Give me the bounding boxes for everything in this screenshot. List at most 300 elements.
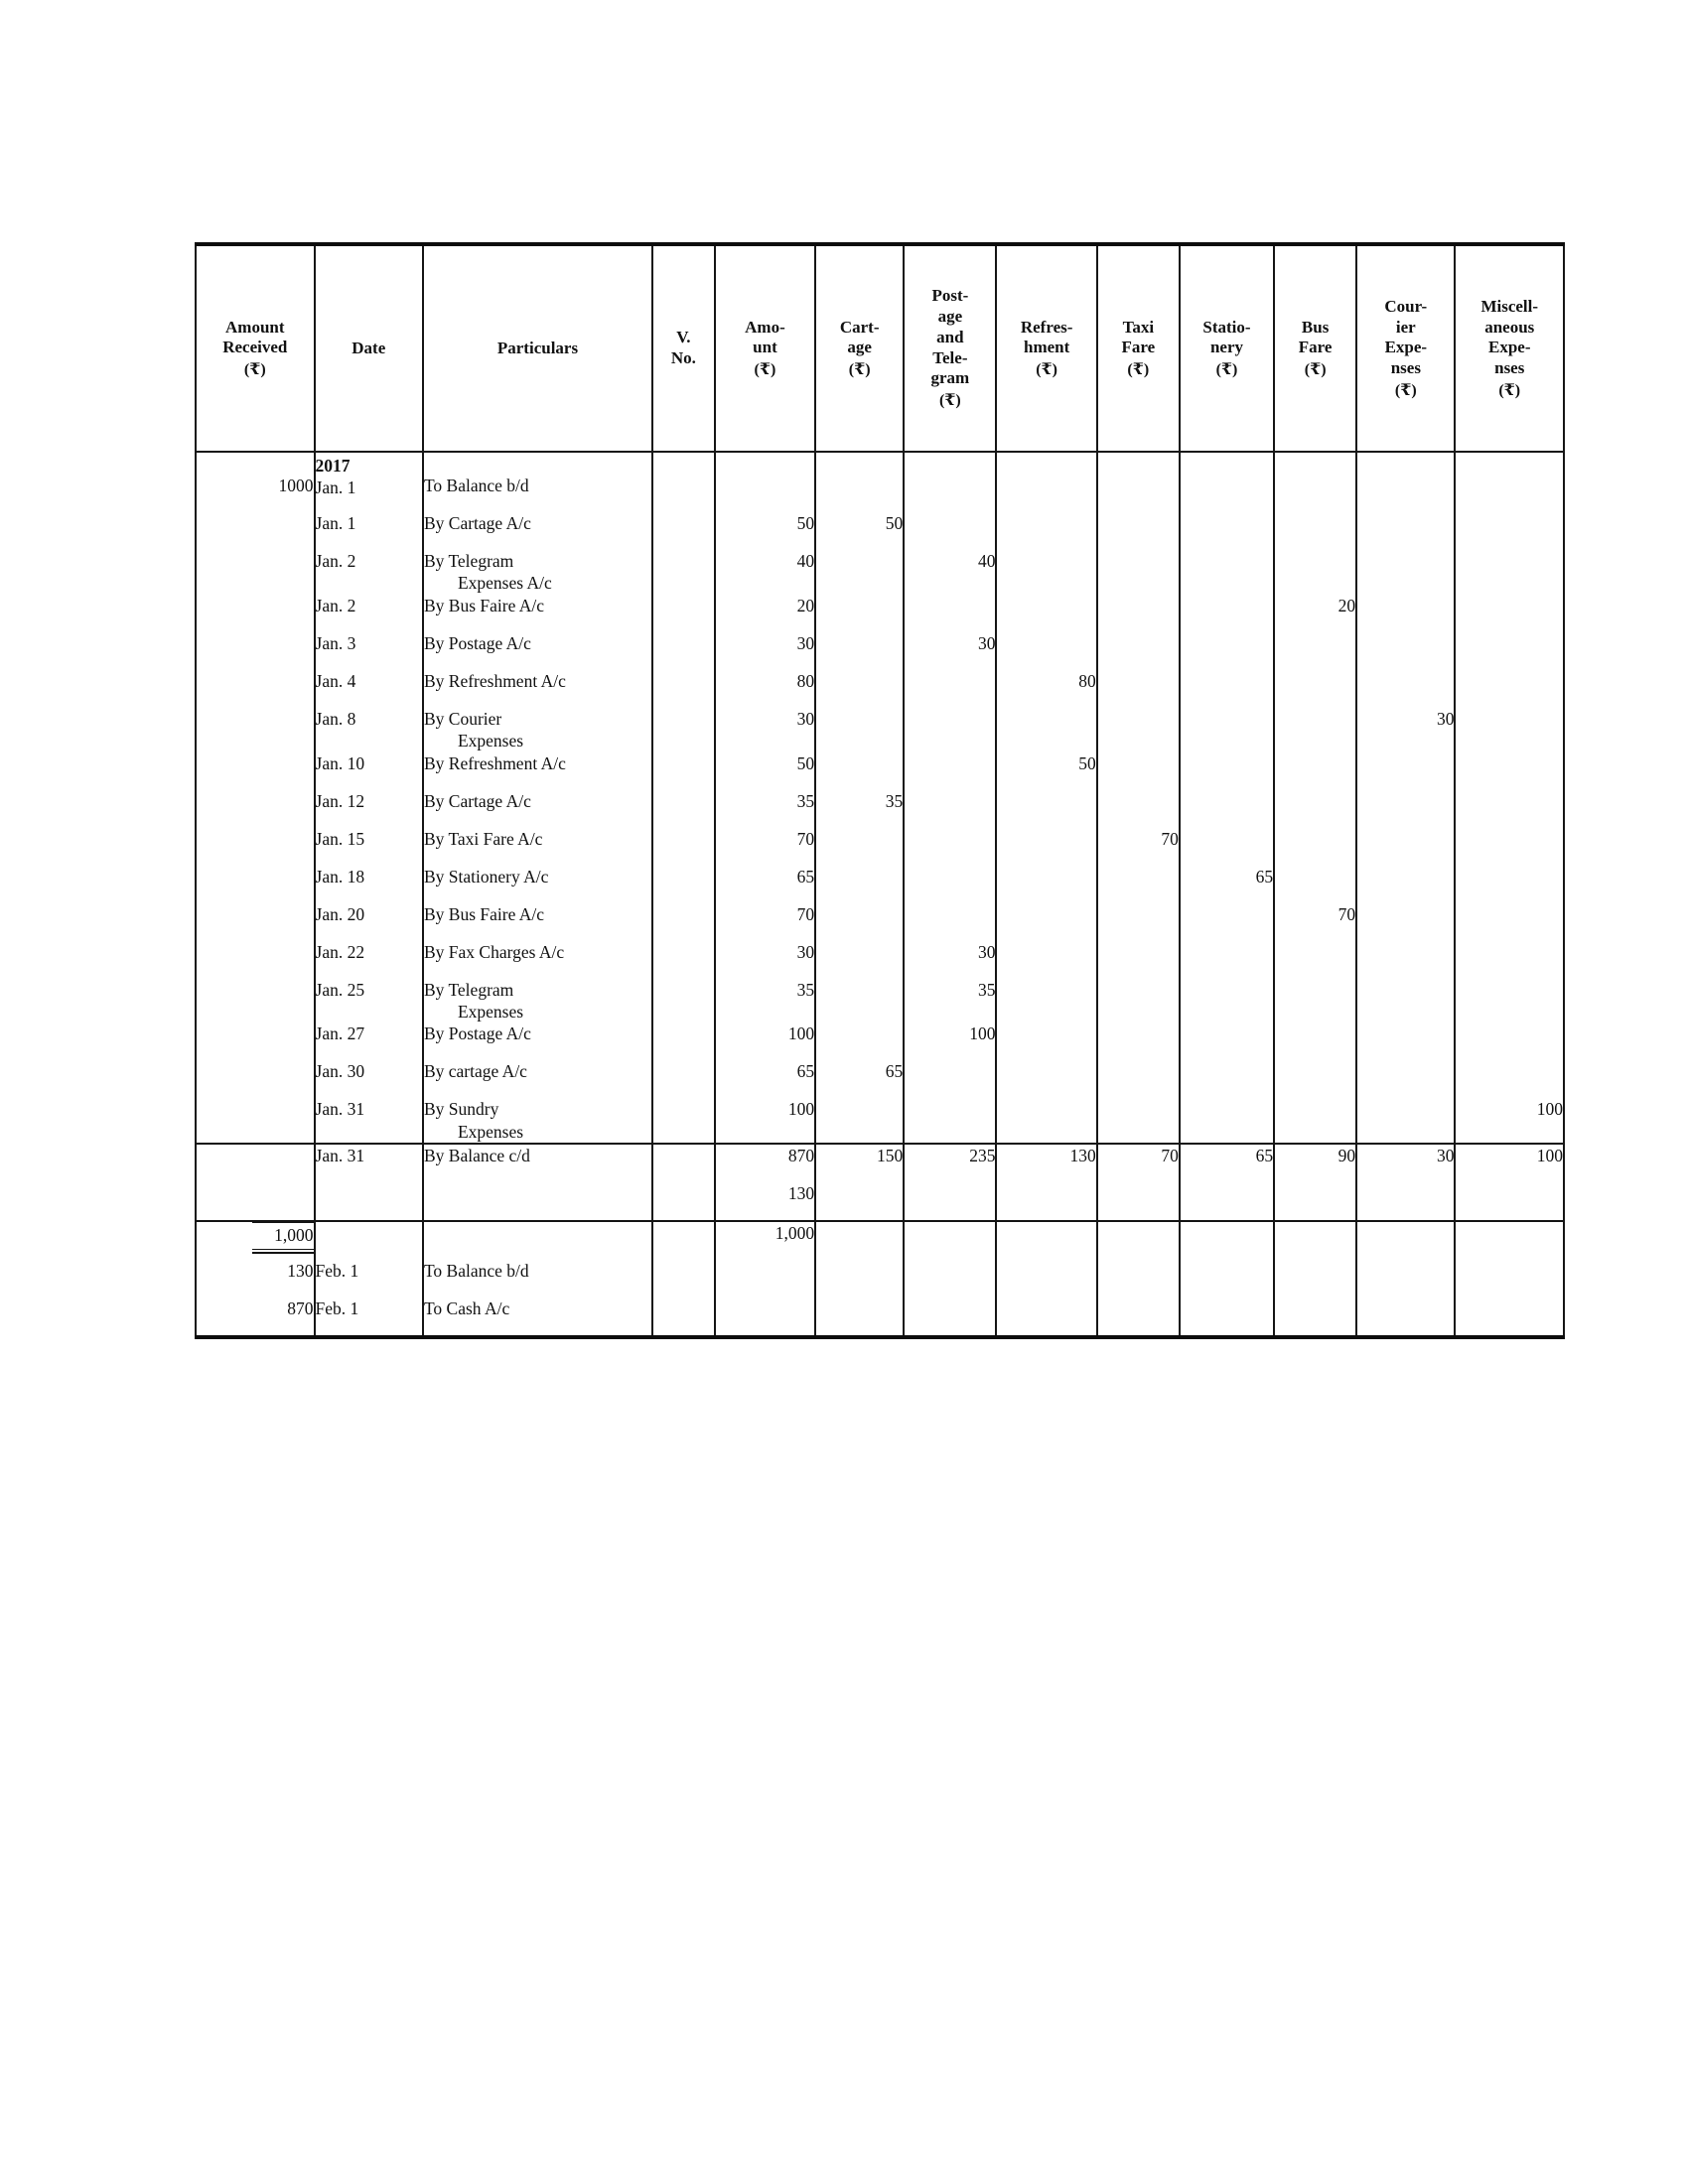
cell-date: Jan. 1 (315, 512, 423, 550)
cell-date: Feb. 1 (315, 1260, 423, 1297)
col-header-courier-expenses (1356, 244, 1455, 452)
col-header-bus-unit: (₹) (1304, 360, 1327, 378)
cell-bus-fare (1274, 790, 1356, 828)
cell-date (315, 1182, 423, 1221)
cell-postage-telegram (904, 670, 996, 708)
cell-amount-received-grand-total (196, 1221, 315, 1260)
cell-refreshment (996, 595, 1096, 632)
cell-cartage (815, 828, 904, 866)
particulars-line2: Expenses (457, 1121, 524, 1142)
col-header-amount-received (196, 244, 315, 452)
col-header-misc-line2: aneous (1484, 317, 1535, 337)
cell-stationery (1180, 708, 1274, 752)
cell-cartage (815, 1182, 904, 1221)
cell-amount-received (196, 903, 315, 941)
cell-stationery (1180, 595, 1274, 632)
cell-bus-fare (1274, 752, 1356, 790)
col-header-postage-line5: gram (930, 368, 970, 388)
col-header-courier-unit: (₹) (1394, 381, 1417, 399)
col-header-bus-line2: Fare (1298, 338, 1333, 357)
cell-particulars: By cartage A/c (423, 1060, 652, 1098)
cell-taxi-fare (1097, 941, 1180, 979)
cell-bus-fare (1274, 1182, 1356, 1221)
cell-courier (1356, 670, 1455, 708)
cell-taxi-fare (1097, 1060, 1180, 1098)
cell-courier (1356, 1098, 1455, 1144)
cell-cartage (815, 452, 904, 512)
cell-date: Jan. 2 (315, 595, 423, 632)
cell-amount-received (196, 632, 315, 670)
cell-courier (1356, 866, 1455, 903)
cell-amount-received (196, 1144, 315, 1182)
cell-postage-telegram (904, 1060, 996, 1098)
cell-misc (1455, 828, 1564, 866)
col-header-refreshment-line1: Refres- (1020, 317, 1073, 337)
col-header-cartage-line1: Cart- (839, 317, 880, 337)
cell-stationery (1180, 828, 1274, 866)
cell-refreshment (996, 1182, 1096, 1221)
cell-cartage: 50 (815, 512, 904, 550)
cell-cartage (815, 670, 904, 708)
cell-amount (715, 1297, 815, 1337)
cell-postage-telegram (904, 1260, 996, 1297)
cell-amount-received (196, 1182, 315, 1221)
col-header-stationery-line2: nery (1209, 338, 1243, 357)
cell-cartage (815, 1260, 904, 1297)
cell-misc (1455, 790, 1564, 828)
cell-voucher-no (652, 828, 715, 866)
cell-refreshment (996, 1297, 1096, 1337)
cell-amount: 100 (715, 1023, 815, 1060)
col-header-stationery (1180, 244, 1274, 452)
cell-amount-received (196, 670, 315, 708)
cell-bus-fare-total: 90 (1274, 1144, 1356, 1182)
cell-refreshment (996, 708, 1096, 752)
cell-amount-received: 130 (196, 1260, 315, 1297)
cell-postage-telegram (904, 1297, 996, 1337)
cell-voucher-no (652, 1023, 715, 1060)
cell-courier (1356, 1260, 1455, 1297)
col-header-refreshment-line2: hment (1023, 338, 1070, 357)
cell-stationery (1180, 1297, 1274, 1337)
grand-total-value: 1,000 (252, 1224, 314, 1249)
cell-stationery (1180, 452, 1274, 512)
cell-stationery (1180, 1098, 1274, 1144)
cell-bus-fare: 70 (1274, 903, 1356, 941)
table-row (196, 866, 1564, 903)
cell-stationery (1180, 903, 1274, 941)
cell-taxi-fare (1097, 708, 1180, 752)
table-row (196, 903, 1564, 941)
cell-stationery (1180, 550, 1274, 595)
cell-taxi-fare (1097, 632, 1180, 670)
cell-date: Jan. 15 (315, 828, 423, 866)
cell-date: Jan. 8 (315, 708, 423, 752)
cell-amount: 30 (715, 708, 815, 752)
col-header-misc-unit: (₹) (1498, 381, 1521, 399)
cell-refreshment (996, 903, 1096, 941)
col-header-misc-line1: Miscell- (1480, 296, 1539, 316)
cell-cartage (815, 903, 904, 941)
col-header-taxi-line1: Taxi (1122, 317, 1155, 337)
cell-refreshment (996, 632, 1096, 670)
cell-date: Jan. 3 (315, 632, 423, 670)
cell-bus-fare (1274, 708, 1356, 752)
cell-amount-received (196, 1098, 315, 1144)
cell-particulars: By Cartage A/c (423, 790, 652, 828)
cell-refreshment (996, 1260, 1096, 1297)
cell-taxi-fare (1097, 903, 1180, 941)
table-row (196, 670, 1564, 708)
col-header-courier-line4: nses (1390, 357, 1421, 377)
cell-cartage (815, 1023, 904, 1060)
table-row (196, 1023, 1564, 1060)
cell-voucher-no (652, 1144, 715, 1182)
cell-misc (1455, 1023, 1564, 1060)
cell-cartage (815, 595, 904, 632)
cell-particulars: To Balance b/d (423, 452, 652, 512)
cell-misc-total: 100 (1455, 1144, 1564, 1182)
cell-misc (1455, 752, 1564, 790)
cell-courier (1356, 1060, 1455, 1098)
cell-courier (1356, 1221, 1455, 1260)
cell-misc (1455, 1260, 1564, 1297)
table-row (196, 828, 1564, 866)
col-header-postage-line4: Tele- (932, 347, 968, 367)
cell-amount: 65 (715, 1060, 815, 1098)
cell-amount: 100 (715, 1098, 815, 1144)
col-header-taxi-unit: (₹) (1127, 360, 1150, 378)
cell-date (315, 452, 423, 512)
col-header-refreshment-unit: (₹) (1036, 360, 1058, 378)
cell-date: Jan. 4 (315, 670, 423, 708)
cell-courier (1356, 941, 1455, 979)
cell-date: Jan. 2 (315, 550, 423, 595)
cell-cartage (815, 866, 904, 903)
cell-bus-fare (1274, 632, 1356, 670)
cell-cartage (815, 632, 904, 670)
cell-particulars (423, 1221, 652, 1260)
cell-particulars: By Postage A/c (423, 632, 652, 670)
cell-refreshment (996, 828, 1096, 866)
cell-particulars (423, 550, 652, 595)
cell-amount-received (196, 1023, 315, 1060)
table-row (196, 708, 1564, 752)
cell-date: Jan. 22 (315, 941, 423, 979)
cell-misc (1455, 452, 1564, 512)
table-row (196, 790, 1564, 828)
cell-taxi-fare (1097, 1221, 1180, 1260)
cell-voucher-no (652, 979, 715, 1024)
cell-particulars: To Cash A/c (423, 1297, 652, 1337)
cell-amount-received (196, 790, 315, 828)
year-label: 2017 (315, 456, 351, 476)
cell-date: Feb. 1 (315, 1297, 423, 1337)
cell-postage-telegram (904, 595, 996, 632)
cell-taxi-fare (1097, 866, 1180, 903)
col-header-taxi-fare (1097, 244, 1180, 452)
cell-taxi-fare (1097, 1182, 1180, 1221)
cell-particulars: By Bus Faire A/c (423, 595, 652, 632)
cell-postage-telegram (904, 1221, 996, 1260)
cell-amount: 30 (715, 632, 815, 670)
grand-total-underlined (252, 1222, 314, 1253)
table-row-balance-cd (196, 1144, 1564, 1182)
cell-particulars: By Fax Charges A/c (423, 941, 652, 979)
cell-stationery (1180, 1260, 1274, 1297)
cell-voucher-no (652, 1297, 715, 1337)
cell-amount: 50 (715, 512, 815, 550)
cell-voucher-no (652, 550, 715, 595)
cell-voucher-no (652, 512, 715, 550)
cell-amount: 80 (715, 670, 815, 708)
cell-bus-fare (1274, 452, 1356, 512)
cell-particulars (423, 1182, 652, 1221)
cell-amount-second: 130 (715, 1182, 815, 1221)
cell-postage-telegram: 40 (904, 550, 996, 595)
cell-courier (1356, 979, 1455, 1024)
cell-date: Jan. 18 (315, 866, 423, 903)
col-header-amount-line2: unt (753, 338, 777, 357)
cell-bus-fare (1274, 866, 1356, 903)
table-row (196, 512, 1564, 550)
particulars-line1: By Telegram (423, 979, 514, 1000)
cell-refreshment (996, 866, 1096, 903)
cell-amount (715, 1260, 815, 1297)
cell-date (315, 1221, 423, 1260)
cell-postage-telegram (904, 752, 996, 790)
cell-misc (1455, 708, 1564, 752)
cell-particulars (423, 979, 652, 1024)
cell-courier-total: 30 (1356, 1144, 1455, 1182)
cell-amount (715, 452, 815, 512)
cell-particulars (423, 708, 652, 752)
cell-postage-telegram (904, 1098, 996, 1144)
cell-misc (1455, 632, 1564, 670)
table-row (196, 941, 1564, 979)
cell-amount: 70 (715, 903, 815, 941)
cell-misc (1455, 866, 1564, 903)
cell-misc (1455, 1060, 1564, 1098)
table-row (196, 752, 1564, 790)
col-header-amount-received-unit: (₹) (243, 360, 266, 378)
cell-misc (1455, 512, 1564, 550)
cell-amount-received (196, 550, 315, 595)
table-row (196, 595, 1564, 632)
cell-amount-received (196, 828, 315, 866)
cell-cartage: 65 (815, 1060, 904, 1098)
cell-taxi-fare (1097, 595, 1180, 632)
cell-voucher-no (652, 1221, 715, 1260)
col-header-cartage-unit: (₹) (848, 360, 871, 378)
cell-voucher-no (652, 708, 715, 752)
cell-particulars (423, 1098, 652, 1144)
cell-voucher-no (652, 1182, 715, 1221)
cell-taxi-fare (1097, 790, 1180, 828)
cell-refreshment (996, 1023, 1096, 1060)
cell-amount: 50 (715, 752, 815, 790)
cell-bus-fare (1274, 512, 1356, 550)
cell-taxi-fare (1097, 1023, 1180, 1060)
cell-voucher-no (652, 752, 715, 790)
col-header-bus-line1: Bus (1301, 317, 1330, 337)
cell-voucher-no (652, 1098, 715, 1144)
cell-stationery (1180, 1060, 1274, 1098)
cell-misc: 100 (1455, 1098, 1564, 1144)
cell-amount: 65 (715, 866, 815, 903)
cell-postage-telegram-total: 235 (904, 1144, 996, 1182)
col-header-courier-line2: ier (1395, 317, 1416, 337)
cell-cartage (815, 752, 904, 790)
cell-amount-received (196, 941, 315, 979)
cell-postage-telegram (904, 828, 996, 866)
table-row (196, 1098, 1564, 1144)
particulars-line1: By Sundry (423, 1099, 499, 1120)
col-header-postage-line3: and (936, 327, 964, 346)
cell-amount-received (196, 979, 315, 1024)
col-header-courier-line3: Expe- (1384, 338, 1428, 357)
table-row-grand-total (196, 1221, 1564, 1260)
col-header-amount-received-line2: Received (222, 338, 288, 357)
petty-cash-book-table-wrapper (195, 242, 1565, 1339)
date-value: Jan. 1 (315, 478, 356, 498)
cell-misc (1455, 941, 1564, 979)
cell-cartage (815, 550, 904, 595)
cell-courier (1356, 903, 1455, 941)
cell-bus-fare (1274, 941, 1356, 979)
cell-particulars: By Refreshment A/c (423, 670, 652, 708)
cell-refreshment (996, 550, 1096, 595)
cell-misc (1455, 1221, 1564, 1260)
cell-amount-received: 870 (196, 1297, 315, 1337)
cell-courier (1356, 1297, 1455, 1337)
cell-refreshment: 50 (996, 752, 1096, 790)
cell-taxi-fare (1097, 1297, 1180, 1337)
particulars-line2: Expenses (457, 731, 524, 751)
cell-bus-fare (1274, 1023, 1356, 1060)
cell-taxi-fare (1097, 670, 1180, 708)
col-header-particulars-label: Particulars (496, 338, 579, 357)
cell-date: Jan. 10 (315, 752, 423, 790)
cell-refreshment (996, 1098, 1096, 1144)
cell-misc (1455, 979, 1564, 1024)
cell-postage-telegram (904, 708, 996, 752)
cell-amount-total: 870 (715, 1144, 815, 1182)
col-header-voucher-no-line1: V. (676, 328, 691, 347)
cell-bus-fare (1274, 1221, 1356, 1260)
cell-cartage (815, 941, 904, 979)
cell-courier (1356, 790, 1455, 828)
cell-postage-telegram: 35 (904, 979, 996, 1024)
cell-cartage-total: 150 (815, 1144, 904, 1182)
cell-refreshment: 80 (996, 670, 1096, 708)
cell-misc (1455, 550, 1564, 595)
cell-amount: 35 (715, 790, 815, 828)
cell-voucher-no (652, 452, 715, 512)
cell-stationery (1180, 670, 1274, 708)
cell-postage-telegram (904, 903, 996, 941)
cell-postage-telegram (904, 1182, 996, 1221)
cell-bus-fare (1274, 979, 1356, 1024)
col-header-cartage (815, 244, 904, 452)
table-row (196, 1060, 1564, 1098)
cell-misc (1455, 1182, 1564, 1221)
table-header-row (196, 244, 1564, 452)
col-header-miscellaneous-expenses (1455, 244, 1564, 452)
cell-particulars: By Cartage A/c (423, 512, 652, 550)
cell-voucher-no (652, 595, 715, 632)
cell-taxi-fare (1097, 979, 1180, 1024)
cell-cartage (815, 1221, 904, 1260)
cell-postage-telegram (904, 790, 996, 828)
cell-voucher-no (652, 632, 715, 670)
col-header-postage-unit: (₹) (938, 392, 961, 410)
table-row (196, 452, 1564, 512)
cell-stationery (1180, 1023, 1274, 1060)
cell-postage-telegram (904, 512, 996, 550)
cell-taxi-fare (1097, 550, 1180, 595)
cell-misc (1455, 670, 1564, 708)
cell-particulars: By Postage A/c (423, 1023, 652, 1060)
cell-taxi-fare (1097, 1260, 1180, 1297)
cell-cartage (815, 708, 904, 752)
cell-postage-telegram: 100 (904, 1023, 996, 1060)
table-row (196, 979, 1564, 1024)
table-row-balance-cd-second (196, 1182, 1564, 1221)
col-header-voucher-no (652, 244, 715, 452)
particulars-line1: By Telegram (423, 551, 514, 571)
cell-refreshment (996, 979, 1096, 1024)
col-header-amount (715, 244, 815, 452)
col-header-postage-and-telegram (904, 244, 996, 452)
cell-courier (1356, 595, 1455, 632)
col-header-misc-line3: Expe- (1487, 338, 1531, 357)
cell-courier (1356, 1182, 1455, 1221)
cell-courier: 30 (1356, 708, 1455, 752)
cell-date: Jan. 27 (315, 1023, 423, 1060)
col-header-cartage-line2: age (847, 338, 872, 357)
cell-misc (1455, 595, 1564, 632)
cell-stationery (1180, 941, 1274, 979)
cell-bus-fare (1274, 828, 1356, 866)
cell-postage-telegram: 30 (904, 941, 996, 979)
col-header-taxi-line2: Fare (1121, 338, 1156, 357)
cell-amount-received: 1000 (196, 452, 315, 512)
col-header-voucher-no-line2: No. (670, 348, 696, 367)
cell-particulars: By Bus Faire A/c (423, 903, 652, 941)
col-header-amount-received-line1: Amount (225, 317, 285, 337)
cell-stationery (1180, 1182, 1274, 1221)
cell-stationery (1180, 790, 1274, 828)
cell-courier (1356, 512, 1455, 550)
cell-courier (1356, 550, 1455, 595)
cell-bus-fare (1274, 670, 1356, 708)
cell-stationery (1180, 512, 1274, 550)
cell-postage-telegram (904, 866, 996, 903)
cell-amount: 40 (715, 550, 815, 595)
col-header-refreshment (996, 244, 1096, 452)
cell-stationery-total: 65 (1180, 1144, 1274, 1182)
cell-bus-fare (1274, 550, 1356, 595)
cell-voucher-no (652, 866, 715, 903)
cell-refreshment (996, 512, 1096, 550)
table-body (196, 452, 1564, 1337)
cell-refreshment (996, 1221, 1096, 1260)
cell-particulars: To Balance b/d (423, 1260, 652, 1297)
cell-taxi-fare: 70 (1097, 828, 1180, 866)
cell-cartage (815, 979, 904, 1024)
col-header-amount-unit: (₹) (754, 360, 776, 378)
